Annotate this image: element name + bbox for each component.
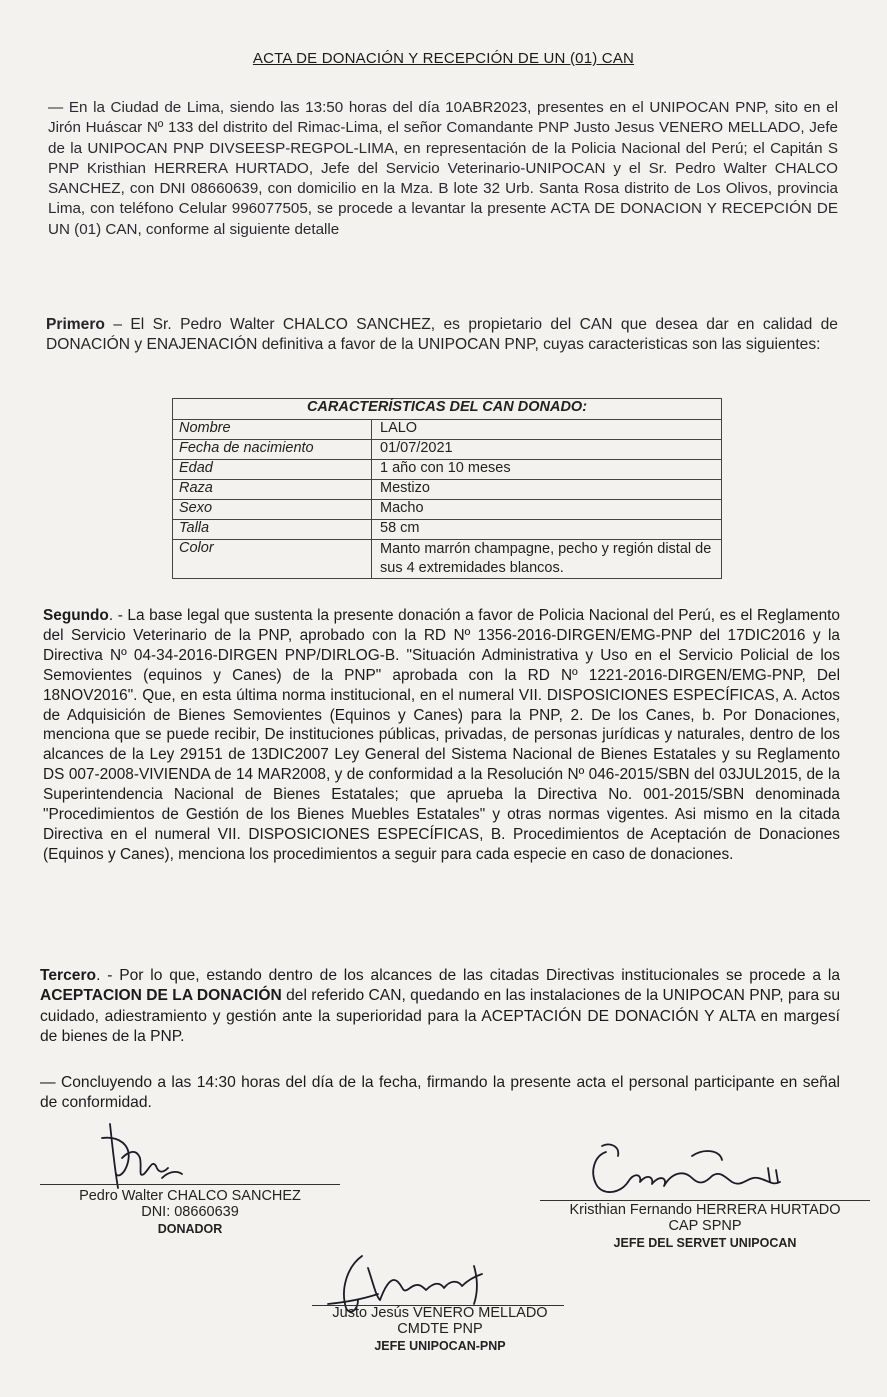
intro-paragraph: — En la Ciudad de Lima, siendo las 13:50 horas del día 10ABR2023, presentes en el UNIPOCAN PNP, sito en el Jirón Huáscar Nº 133 del distrito del Rimac-Lima, el señor Comandante PNP Justo Jesus VENERO MELLADO, Jefe de la UNIPOCAN PNP DIVSEESP-REGPOL-LIMA, en representación de la Policia Nacional del Perú; el Capitán S PNP Kristhian HERRERA HURTADO, Jefe del Servicio Veterinario-UNIPOCAN y el Sr. Pedro Walter CHALCO SANCHEZ, con DNI 08660639, con domicilio en la Mza. B lote 32 Urb. Santa Rosa distrito de Los Olivos, provincia Lima, con teléfono Celular 996077505, se procede a levantar la presente ACTA DE DONACION Y RECEPCIÓN DE UN (01) CAN, conforme al siguiente detalle bbox=[48, 99, 838, 238]
tercero-paragraph bbox=[40, 966, 840, 1047]
table-row bbox=[173, 460, 722, 480]
vet-signature-image bbox=[572, 1138, 812, 1208]
donor-id: DNI: 08660639 bbox=[141, 1204, 239, 1220]
chief-role: JEFE UNIPOCAN-PNP bbox=[374, 1339, 506, 1353]
table-row bbox=[173, 440, 722, 460]
donor-name: Pedro Walter CHALCO SANCHEZ bbox=[79, 1188, 301, 1204]
chief-name: Justo Jesús VENERO MELLADO bbox=[332, 1305, 548, 1321]
row-value: 1 año con 10 meses bbox=[372, 460, 722, 480]
document-title: ACTA DE DONACIÓN Y RECEPCIÓN DE UN (01) CAN bbox=[252, 50, 635, 67]
chief-rank: CMDTE PNP bbox=[397, 1321, 483, 1337]
donor-signature-block bbox=[30, 1188, 350, 1236]
row-value: Mestizo bbox=[372, 480, 722, 500]
row-label: Talla bbox=[173, 520, 372, 540]
vet-name: Kristhian Fernando HERRERA HURTADO bbox=[569, 1202, 841, 1218]
tercero-text-a: . - Por lo que, estando dentro de los alcances de las citadas Directivas institucionales se procede a la bbox=[96, 967, 840, 984]
row-value: Macho bbox=[372, 500, 722, 520]
row-label: Fecha de nacimiento bbox=[173, 440, 372, 460]
table-row bbox=[173, 540, 722, 579]
row-label: Color bbox=[173, 540, 372, 579]
segundo-label: Segundo bbox=[43, 607, 109, 624]
vet-signature-block bbox=[535, 1202, 875, 1250]
primero-text: – El Sr. Pedro Walter CHALCO SANCHEZ, es propietario del CAN que desea dar en calidad de DONACIÓN y ENAJENACIÓN definitiva a favor de la UNIPOCAN PNP, cuyas caracteristicas son las siguientes: bbox=[46, 316, 838, 354]
segundo-paragraph bbox=[43, 606, 840, 865]
row-value: 58 cm bbox=[372, 520, 722, 540]
table-header: CARACTERÍSTICAS DEL CAN DONADO: bbox=[173, 399, 722, 420]
closing-paragraph: — Concluyendo a las 14:30 horas del día de la fecha, firmando la presente acta el personal participante en señal de conformidad. bbox=[40, 1074, 840, 1112]
dog-characteristics-table bbox=[172, 398, 722, 579]
row-label: Sexo bbox=[173, 500, 372, 520]
row-label: Edad bbox=[173, 460, 372, 480]
table-row bbox=[173, 520, 722, 540]
table-row bbox=[173, 480, 722, 500]
primero-label: Primero bbox=[46, 316, 105, 333]
table-row bbox=[173, 420, 722, 440]
table-header-row bbox=[173, 399, 722, 420]
vet-signature-line bbox=[540, 1200, 870, 1201]
vet-role: JEFE DEL SERVET UNIPOCAN bbox=[613, 1236, 797, 1250]
chief-signature-block bbox=[295, 1305, 585, 1353]
table-row bbox=[173, 500, 722, 520]
row-value: Manto marrón champagne, pecho y región distal de sus 4 extremidades blancos. bbox=[372, 540, 722, 579]
row-value: LALO bbox=[372, 420, 722, 440]
tercero-text-b: del referido CAN, quedando en las instalaciones de la UNIPOCAN PNP, para su cuidado, adiestramiento y gestión ante la superioridad para la ACEPTACIÓN DE DONACIÓN Y ALTA en margesí de bienes de la PNP. bbox=[40, 987, 840, 1045]
tercero-label: Tercero bbox=[40, 967, 97, 984]
tercero-strong: ACEPTACION DE LA DONACIÓN bbox=[40, 987, 282, 1005]
segundo-text: . - La base legal que sustenta la presente donación a favor de Policia Nacional del Perú, es el Reglamento del Servicio Veterinario de la PNP, aprobado con la RD Nº 1356-2016-DIRGEN/EMG-PNP del 17DIC2016 y la Directiva Nº 04-34-2016-DIRGEN PNP/DIRLOG-B. "Situación Administrativa y Uso en el Servicio Policial de los Semovientes (equinos y Canes) de la PNP" aprobada con la RD Nº 1221-2016-DIRGEN/EMG-PNP, Del 18NOV2016". Que, en esta última norma institucional, en el numeral VII. DISPOSICIONES ESPECÍFICAS, A. Actos de Adquisición de Bienes Semovientes (Equinos y Canes) para la PNP, 2. De los Canes, b. Por Donaciones, menciona que se puede recibir, De instituciones públicas, privadas, de personas jurídicas y naturales, dentro de los alcances de la Ley 29151 de 13DIC2007 Ley General del Sistema Nacional de Bienes Estatales y su Reglamento DS 007-2008-VIVIENDA de 14 MAR2008, y de conformidad a la Resolución Nº 046-2015/SBN del 03JUL2015, de la Superintendencia Nacional de Bienes Estatales; que aprueba la Directiva No. 001-2015/SBN denominada "Procedimientos de Gestión de los Bienes Muebles Estatales" y otras normas vigentes. Asi mismo en la citada Directiva en el numeral VII. DISPOSICIONES ESPECÍFICAS, B. Procedimientos de Aceptación de Donaciones (Equinos y Canes), menciona los procedimientos a seguir para cada especie en caso de donaciones. bbox=[43, 607, 840, 863]
vet-rank: CAP SPNP bbox=[668, 1218, 742, 1234]
row-value: 01/07/2021 bbox=[372, 440, 722, 460]
primero-paragraph bbox=[46, 315, 838, 356]
donor-signature-line bbox=[40, 1184, 340, 1185]
row-label: Nombre bbox=[173, 420, 372, 440]
row-label: Raza bbox=[173, 480, 372, 500]
donor-role: DONADOR bbox=[157, 1222, 223, 1236]
